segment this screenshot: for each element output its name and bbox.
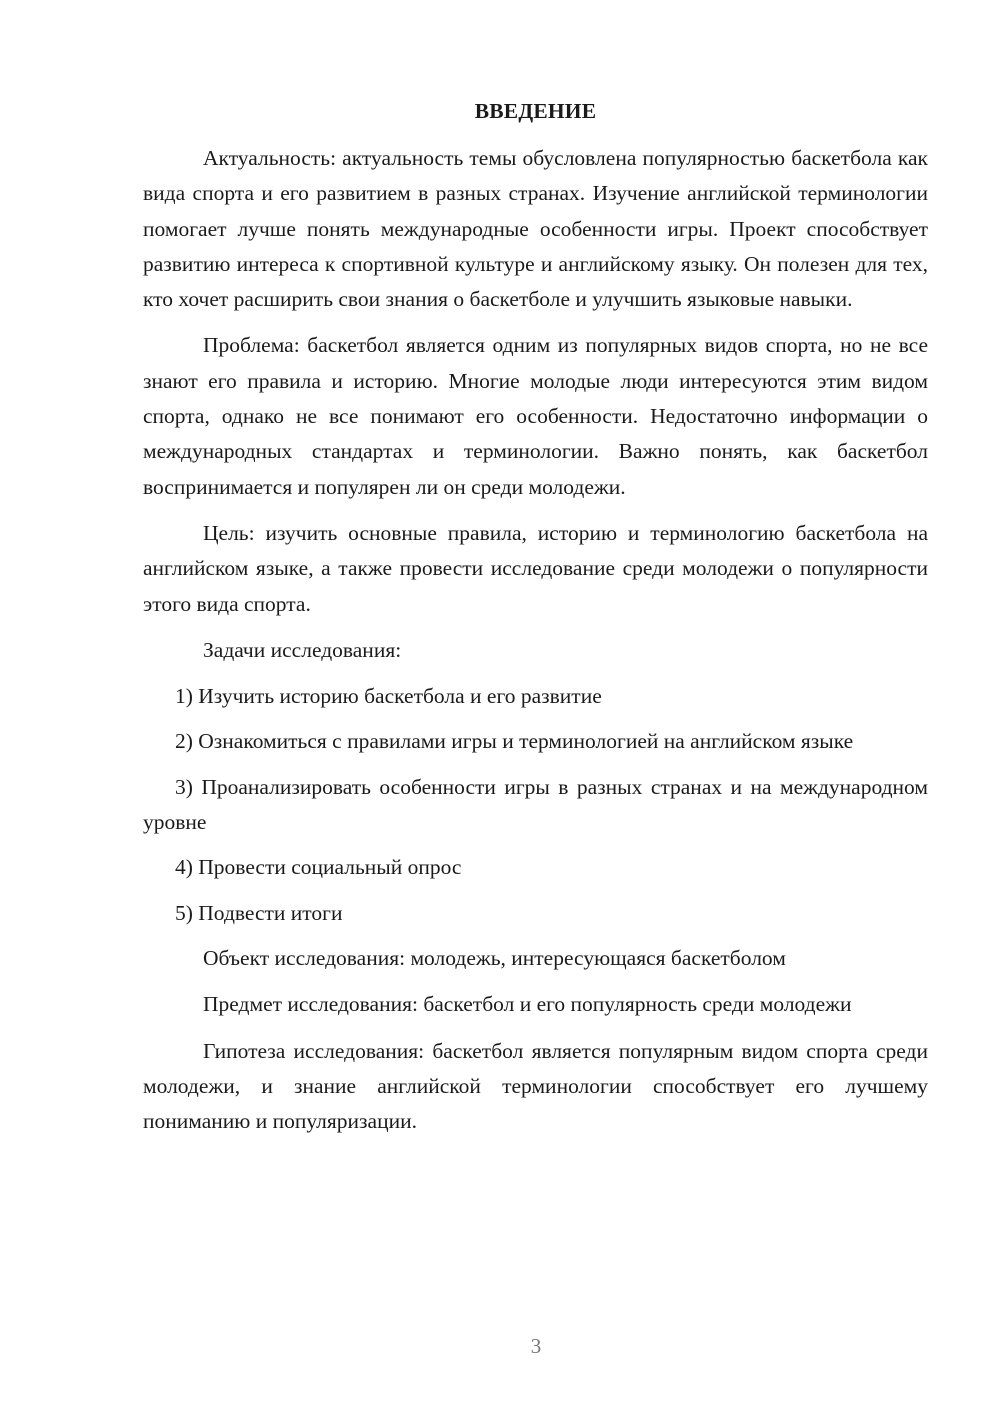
tasks-heading: Задачи исследования:: [203, 637, 402, 662]
task-item: 5) Подвести итоги: [175, 900, 343, 925]
task-item: 4) Провести социальный опрос: [175, 855, 462, 880]
task-item: 2) Ознакомиться с правилами игры и терминологией на английском языке: [175, 729, 854, 754]
object-paragraph: Объект исследования: молодежь, интересующаяся баскетболом: [203, 945, 786, 970]
section-heading: ВВЕДЕНИЕ: [474, 99, 597, 123]
page-number: 3: [530, 1334, 542, 1358]
task-item: 3) Проанализировать особенности игры в разных странах и на международном уровне: [143, 774, 928, 835]
problem-paragraph: Проблема: баскетбол является одним из популярных видов спорта, но не все знают его правила и историю. Многие молодые люди интересуются этим видом спорта, однако не все понимают его особенности. Недостаточно информации о международных стандартах и терминологии. Важно понять, как баскетбол воспринимается и популярен ли он среди молодежи.: [143, 333, 928, 499]
page-content: [143, 94, 928, 1150]
relevance-paragraph: Актуальность: актуальность темы обусловлена популярностью баскетбола как вида спорта и его развитием в разных странах. Изучение английской терминологии помогает лучше понять международные особенности игры. Проект способствует развитию интереса к спортивной культуре и английскому языку. Он полезен для тех, кто хочет расширить свои знания о баскетболе и улучшить языковые навыки.: [143, 146, 928, 312]
hypothesis-paragraph: Гипотеза исследования: баскетбол является популярным видом спорта среди молодежи, и знание английской терминологии способствует его лучшему пониманию и популяризации.: [143, 1038, 928, 1134]
goal-paragraph: Цель: изучить основные правила, историю и терминологию баскетбола на английском языке, а также провести исследование среди молодежи о популярности этого вида спорта.: [143, 520, 928, 616]
subject-paragraph: Предмет исследования: баскетбол и его популярность среди молодежи: [203, 992, 852, 1017]
task-item: 1) Изучить историю баскетбола и его развитие: [175, 684, 602, 709]
